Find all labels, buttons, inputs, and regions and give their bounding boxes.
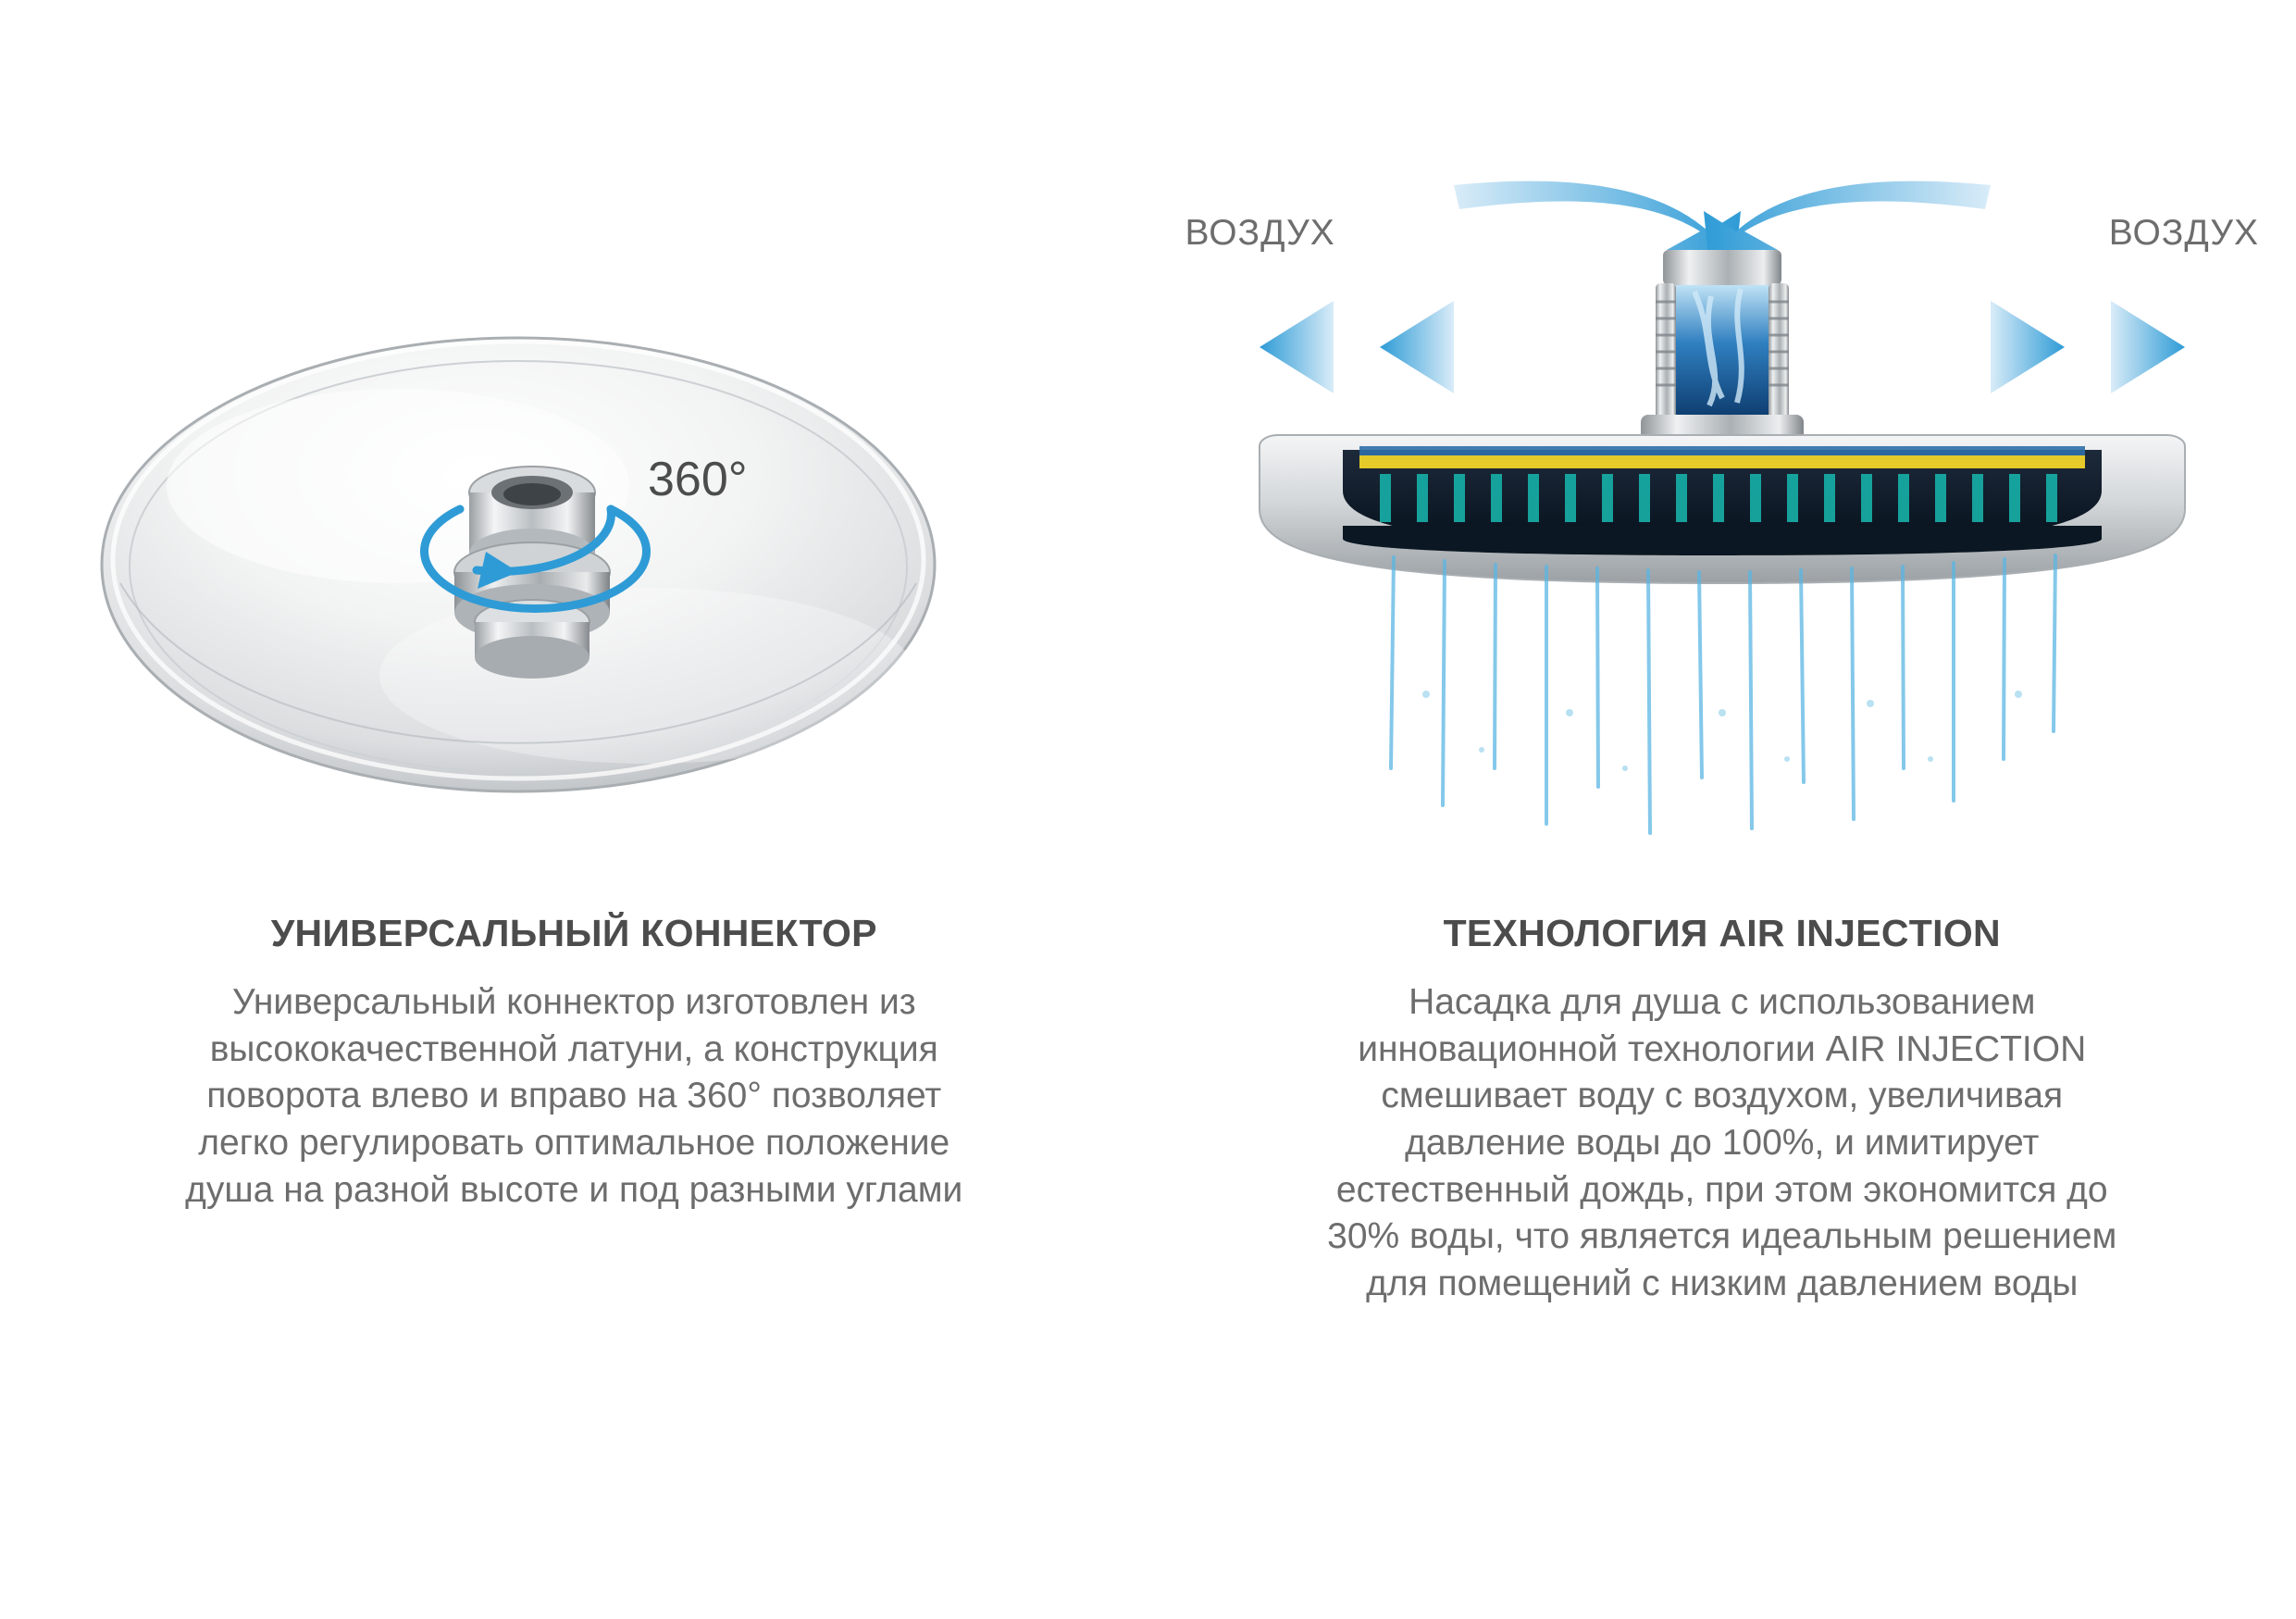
air-arrow-side-right (1991, 301, 2185, 393)
panel-air-injection (1148, 0, 2296, 1619)
air-injection-illustration (1148, 120, 2296, 879)
right-panel-title: ТЕХНОЛОГИЯ AIR INJECTION (1443, 912, 2001, 954)
air-label-right: ВОЗДУХ (2108, 213, 2259, 253)
right-panel-body: Насадка для душа с использованием инновационной технологии AIR INJECTION смешивает воду с воздухом, увеличивая давление воды до 100%, и имитирует естественный дождь, при этом экономится до 30% воды, что является идеальным решением для помещений с низким давлением воды (1327, 982, 2117, 1304)
rotation-degree-label: 360° (648, 453, 748, 506)
shower-head-top-view-illustration (0, 278, 1148, 852)
right-caption (1148, 912, 2296, 1308)
left-panel-title: УНИВЕРСАЛЬНЫЙ КОННЕКТОР (270, 912, 877, 954)
shower-head-top-view-svg (0, 278, 1148, 852)
air-arrow-side-left (1260, 301, 1454, 393)
left-panel-body: Универсальный коннектор изготовлен из высококачественной латуни, а конструкция поворота влево и вправо на 360° позволяет легко регулировать оптимальное положение душа на разной высоте и под разными углами (185, 982, 963, 1210)
left-caption (0, 912, 1148, 1214)
water-spray (1391, 555, 2055, 833)
air-label-left: ВОЗДУХ (1185, 213, 1335, 253)
